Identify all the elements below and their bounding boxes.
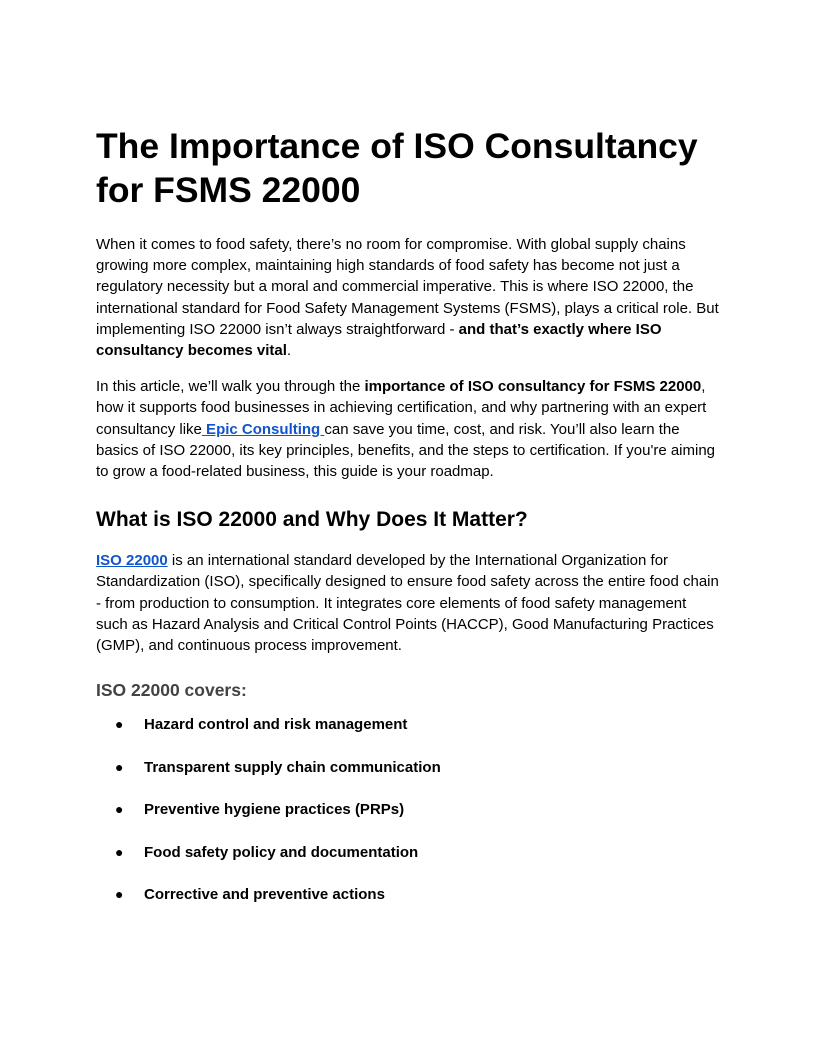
- section-heading: What is ISO 22000 and Why Does It Matter?: [96, 508, 528, 532]
- iso-22000-link[interactable]: ISO 22000: [96, 552, 168, 570]
- list-item-label: Preventive hygiene practices (PRPs): [144, 801, 405, 819]
- bullet-icon: ●: [115, 716, 124, 733]
- article-bold-text: importance of ISO consultancy for FSMS 22000: [364, 378, 702, 396]
- list-item-label: Food safety policy and documentation: [144, 843, 419, 861]
- article-text-2: , how it supports food businesses in achieving certification, and why partnering with an expert consultancy like: [96, 378, 707, 438]
- list-item: [96, 757, 722, 778]
- epic-consulting-link[interactable]: Epic Consulting: [201, 420, 325, 438]
- list-item: [96, 714, 722, 735]
- article-text-3: can save you time, cost, and risk. You’ll also learn the basics of ISO 22000, its key principles, benefits, and the steps to certification. If you're aiming to grow a food-related business, this guide is your roadmap.: [96, 420, 716, 481]
- list-item-label: Hazard control and risk management: [144, 716, 408, 734]
- bullet-icon: ●: [115, 843, 124, 860]
- bullet-icon: ●: [115, 758, 124, 775]
- intro-end: .: [286, 342, 292, 360]
- intro-paragraph: [96, 234, 722, 361]
- list-item: [96, 799, 722, 820]
- list-item-label: Corrective and preventive actions: [144, 886, 385, 904]
- section-paragraph: [96, 550, 722, 656]
- list-item: [96, 842, 722, 863]
- page-title: The Importance of ISO Consultancy for FSMS 22000: [96, 126, 698, 210]
- bullet-icon: ●: [115, 801, 124, 818]
- section-text: is an international standard developed by the International Organization for Standardization (ISO), specifically designed to ensure food safety across the entire food chain - from production to consumption. It integrates core elements of food safety management such as Hazard Analysis and Critical Control Points (HACCP), Good Manufacturing Practices (GMP), and continuous process improvement.: [96, 552, 719, 655]
- intro-bold-text: and that’s exactly where ISO consultancy becomes vital: [96, 320, 662, 360]
- intro-text: When it comes to food safety, there’s no room for compromise. With global supply chains growing more complex, maintaining high standards of food safety has become not just a regulatory necessity but a moral and commercial imperative. This is where ISO 22000, the international standard for Food Safety Management Systems (FSMS), plays a critical role. But implementing ISO 22000 isn’t always straightforward -: [96, 236, 719, 338]
- list-item: [96, 884, 722, 905]
- article-text-1: In this article, we’ll walk you through the: [96, 378, 365, 396]
- bullet-icon: ●: [115, 886, 124, 903]
- document-page: [96, 124, 722, 927]
- covers-list: [96, 714, 722, 905]
- covers-heading: ISO 22000 covers:: [96, 680, 247, 701]
- list-item-label: Transparent supply chain communication: [144, 758, 441, 776]
- article-paragraph: [96, 376, 722, 482]
